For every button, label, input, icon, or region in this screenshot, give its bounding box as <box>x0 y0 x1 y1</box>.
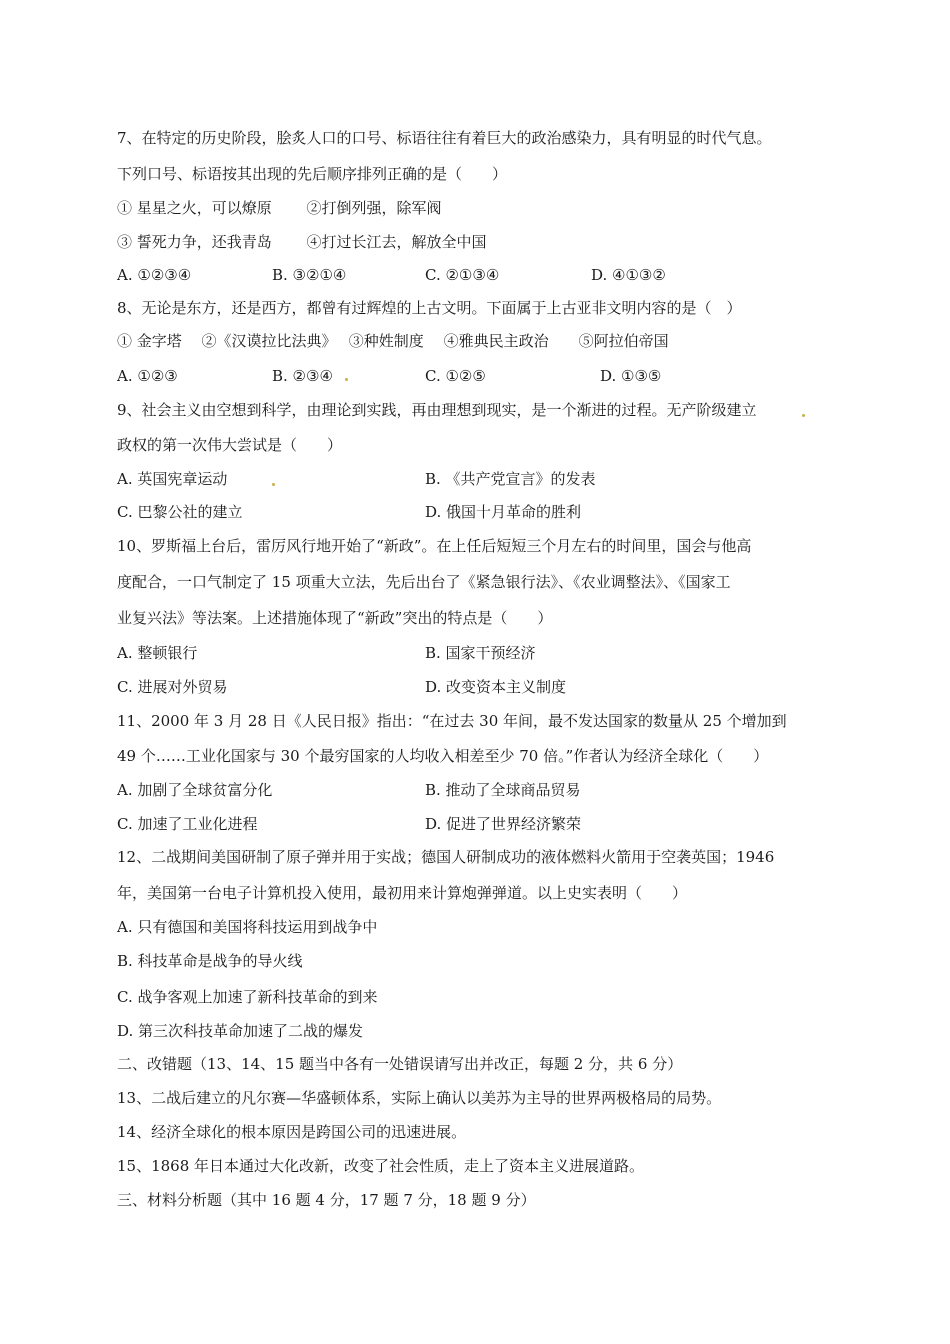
q11-stem-line2: 49 个……工业化国家与 30 个最穷国家的人均收入相差至少 70 倍。”作者认为经济全球化（ ） <box>117 747 769 765</box>
q7-items-line2: ③ 誓死力争，还我青岛 ④打过长江去，解放全中国 <box>117 233 487 251</box>
q13-text: 13、二战后建立的凡尔赛—华盛顿体系，实际上确认以美苏为主导的世界两极格局的局势。 <box>117 1089 722 1107</box>
q8-items: ① 金字塔 ②《汉谟拉比法典》 ③种姓制度 ④雅典民主政治 ⑤阿拉伯帝国 <box>117 332 669 350</box>
q10-option-a: A. 整顿银行 <box>117 644 198 662</box>
q10-stem-line2: 度配合，一口气制定了 15 项重大立法，先后出台了《紧急银行法》、《农业调整法》、《国家工 <box>117 573 731 591</box>
q7-stem-line2: 下列口号、标语按其出现的先后顺序排列正确的是（ ） <box>117 165 508 183</box>
q12-option-b: B. 科技革命是战争的导火线 <box>117 952 303 970</box>
q10-option-b: B. 国家干预经济 <box>425 644 536 662</box>
q11-stem-line1: 11、2000 年 3 月 28 日《人民日报》指出：“在过去 30 年间，最不发达国家的数量从 25 个增加到 <box>117 712 787 730</box>
q10-stem-line1: 10、罗斯福上台后，雷厉风行地开始了“新政”。在上任后短短三个月左右的时间里，国会与他高 <box>117 537 752 555</box>
q12-option-a: A. 只有德国和美国将科技运用到战争中 <box>117 918 378 936</box>
q9-option-c: C. 巴黎公社的建立 <box>117 503 243 521</box>
q7-stem-line1: 7、在特定的历史阶段，脍炙人口的口号、标语往往有着巨大的政治感染力，具有明显的时代气息。 <box>117 129 772 147</box>
q7-option-c: C. ②①③④ <box>425 266 500 284</box>
q8-option-b: B. ②③④ <box>272 367 333 385</box>
q9-option-a: A. 英国宪章运动 <box>117 470 228 488</box>
q14-text: 14、经济全球化的根本原因是跨国公司的迅速进展。 <box>117 1123 467 1141</box>
q9-option-d: D. 俄国十月革命的胜利 <box>425 503 582 521</box>
q8-option-a: A. ①②③ <box>117 367 178 385</box>
q7-option-b: B. ③②①④ <box>272 266 347 284</box>
q11-option-a: A. 加剧了全球贫富分化 <box>117 781 273 799</box>
q11-option-c: C. 加速了工业化进程 <box>117 815 258 833</box>
q15-text: 15、1868 年日本通过大化改新，改变了社会性质，走上了资本主义进展道路。 <box>117 1157 645 1175</box>
q12-stem-line1: 12、二战期间美国研制了原子弹并用于实战；德国人研制成功的液体燃料火箭用于空袭英国；1946 <box>117 848 775 866</box>
scan-speck <box>802 414 805 417</box>
q12-stem-line2: 年，美国第一台电子计算机投入使用，最初用来计算炮弹弹道。以上史实表明（ ） <box>117 884 688 902</box>
section3-heading: 三、材料分析题（其中 16 题 4 分，17 题 7 分，18 题 9 分） <box>117 1191 536 1209</box>
q10-option-c: C. 进展对外贸易 <box>117 678 228 696</box>
section2-heading: 二、改错题（13、14、15 题当中各有一处错误请写出并改正，每题 2 分，共 6 分） <box>117 1055 683 1073</box>
q7-items-line1: ① 星星之火，可以燎原 ②打倒列强，除军阀 <box>117 199 442 217</box>
q7-option-d: D. ④①③② <box>591 266 666 284</box>
q9-stem-line2: 政权的第一次伟大尝试是（ ） <box>117 436 343 454</box>
scan-speck <box>272 483 275 486</box>
scan-speck <box>345 378 348 381</box>
q9-option-b: B. 《共产党宣言》的发表 <box>425 470 596 488</box>
q11-option-d: D. 促进了世界经济繁荣 <box>425 815 582 833</box>
q12-option-d: D. 第三次科技革命加速了二战的爆发 <box>117 1022 364 1040</box>
q9-stem-line1: 9、社会主义由空想到科学，由理论到实践，再由理想到现实，是一个渐进的过程。无产阶级建立 <box>117 401 757 419</box>
q8-option-d: D. ①③⑤ <box>600 367 662 385</box>
q8-stem: 8、无论是东方，还是西方，都曾有过辉煌的上古文明。下面属于上古亚非文明内容的是（ ） <box>117 299 742 317</box>
q8-option-c: C. ①②⑤ <box>425 367 486 385</box>
q11-option-b: B. 推动了全球商品贸易 <box>425 781 581 799</box>
q10-stem-line3: 业复兴法》等法案。上述措施体现了“新政”突出的特点是（ ） <box>117 609 553 627</box>
q7-option-a: A. ①②③④ <box>117 266 192 284</box>
q10-option-d: D. 改变资本主义制度 <box>425 678 567 696</box>
q12-option-c: C. 战争客观上加速了新科技革命的到来 <box>117 988 378 1006</box>
